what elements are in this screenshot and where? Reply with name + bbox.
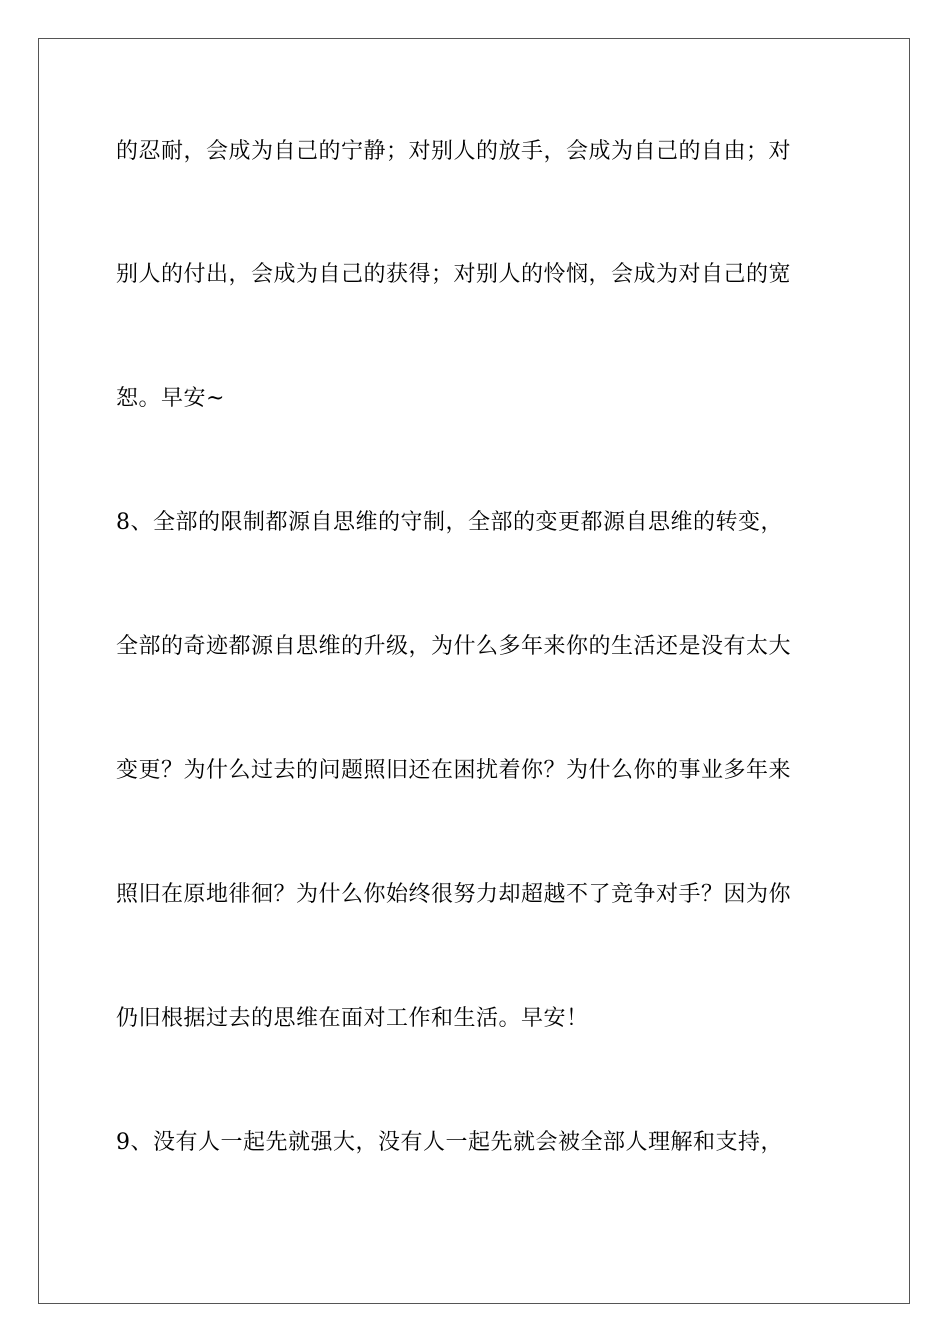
text-line-3: 恕。早安~ bbox=[116, 386, 225, 411]
text-line-7: 照旧在原地徘徊？为什么你始终很努力却超越不了竞争对手？因为你 bbox=[116, 882, 792, 907]
text-line-6: 变更？为什么过去的问题照旧还在困扰着你？为什么你的事业多年来 bbox=[116, 758, 792, 783]
text-line-2: 别人的付出，会成为自己的获得；对别人的怜悯，会成为对自己的宽 bbox=[116, 262, 792, 287]
text-line-5: 全部的奇迹都源自思维的升级，为什么多年来你的生活还是没有太大 bbox=[116, 634, 792, 659]
page-border bbox=[38, 38, 910, 1304]
text-line-8: 仍旧根据过去的思维在面对工作和生活。早安！ bbox=[116, 1006, 589, 1031]
text-line-1: 的忍耐，会成为自己的宁静；对别人的放手，会成为自己的自由；对 bbox=[116, 139, 792, 164]
text-line-9: 9、没有人一起先就强大，没有人一起先就会被全部人理解和支持， bbox=[116, 1130, 783, 1155]
text-line-4: 8、全部的限制都源自思维的守制，全部的变更都源自思维的转变， bbox=[116, 510, 783, 535]
